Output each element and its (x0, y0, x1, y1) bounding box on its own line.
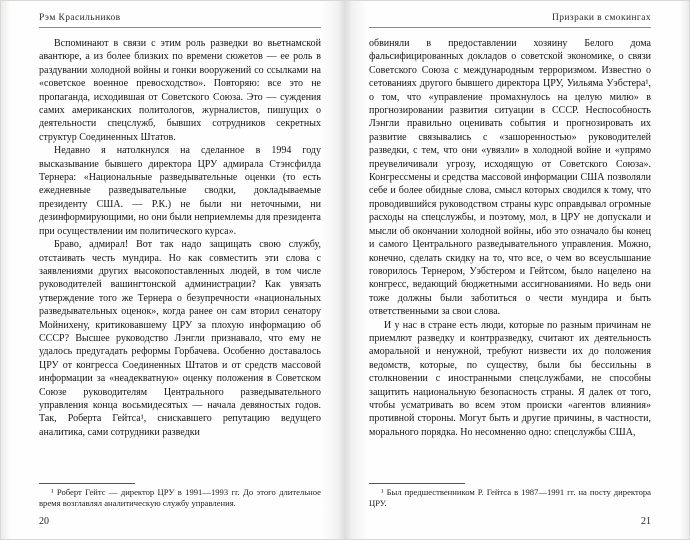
right-page-body (369, 37, 651, 439)
page-number-right: 21 (641, 516, 651, 527)
page-number-left: 20 (39, 516, 49, 527)
left-page-body (39, 37, 321, 439)
running-head-author: Рэм Красильников (39, 13, 321, 28)
paragraph: И у нас в стране есть люди, которые по разным причинам не приемлют разведку и контрразведку, считают их деятельность аморальной и ненужной, требуют низвести их до положения ведомств, которые, по существу, были бы бессильны в столкновении с иностранными спецслужбами, не способны защитить национальную безопасность страны. Я далек от того, чтобы усматривать во всем этом происки «агентов влияния» противной стороны. Могут быть и другие причины, в частности, морального порядка. Но несомненно одно: спецслужбы США, (369, 319, 651, 438)
paragraph: Вспоминают в связи с этим роль разведки во вьетнамской авантюре, а из более близких по времени сюжетов — ее роль в раздувании холодной войны и гонки вооружений со ссылками на «советское военное превосходство». Повторяю: все это не пропаганда, исходившая от Советского Союза. Это — суждения самих американских политологов, журналистов, пишущих о деятельности спецслужб, бывших сотрудников секретных структур Соединенных Штатов. (39, 38, 321, 143)
footnote-separator (369, 483, 465, 484)
right-page (345, 1, 689, 540)
right-footnote-block (369, 479, 651, 527)
paragraph: обвиняли в предоставлении хозяину Белого дома фальсифицированных докладов о советской экономике, о связи Советского Союза с международным терроризмом. Известно о сетованиях другого бывшего директора ЦРУ, Уильяма Уэбстера¹, о том, что «управление промахнулось на целую милю» в прогнозировании развития ситуации в СССР. Неспособность Лэнгли правильно оценивать события и прогнозировать их развитие связывались с «зашоренностью» руководителей разведки, с тем, что они «увязли» в холодной войне и «упрямо преувеличивали угрозу, исходящую от Советского Союза». Конгрессмены и средства массовой информации США позволяли себе и более обидные слова, смысл которых сводился к тому, что проводившийся руководством страны курс оправдывал огромные расходы на спецслужбы, и поэтому, мол, в ЦРУ не допускали и мысли об окончании холодной войны, ибо это означало бы конец и самого Центрального разведывательного управления. Можно, конечно, сделать скидку на то, что все, о чем во всеуслышание говорилось Тернером, Уэбстером и Гейтсом, было нацелено на конгресс, ведающий бюджетными ассигнованиями. Но ведь они тоже должны были заботиться о чести мундира и быть ответственными за свои слова. (369, 38, 651, 318)
paragraph: Браво, адмирал! Вот так надо защищать свою службу, отстаивать честь мундира. Но как совместить эти слова с заявлениями других высокопоставленных людей, в том числе руководителей вашингтонской администрации? Как увязать утверждение того же Тернера о безупречности «национальных разведывательных оценок», когда ранее он сам вторил сенатору Мойнихену, критиковавшему ЦРУ за плохую информацию об СССР? Высшее руководство Лэнгли признавало, что ему не удалось предугадать реформы Горбачева. Особенно доставалось ЦРУ от конгресса Соединенных Штатов и от средств массовой информации за «неадекватную» оценку положения в Советском Союзе руководителям Центрального разведывательного управления конца восьмидесятых — начала девяностых годов. Так, Роберта Гейтса¹, снискавшего репутацию ведущего аналитика, сами сотрудники разведки (39, 239, 321, 438)
paragraph: Недавно я натолкнулся на сделанное в 1994 году высказывание бывшего директора ЦРУ адмирала Стэнсфилда Тернера: «Национальные разведывательные оценки (то есть ежедневные разведывательные сводки, докладываемые президенту США. — Р.К.) не были ни неточными, ни дезинформирующими, но они были неприемлемы для президента при осуществлении им политического курса». (39, 145, 321, 237)
running-head-title: Призраки в смокингах (369, 13, 651, 28)
footnote-separator (39, 483, 135, 484)
left-footnote-block (39, 479, 321, 527)
footnote-text: ¹ Был предшественником Р. Гейтса в 1987—1991 гг. на посту директора ЦРУ. (369, 486, 651, 508)
footnote-text: ¹ Роберт Гейтс — директор ЦРУ в 1991—1993 гг. До этого длительное время возглавлял аналитическую службу управления. (39, 486, 321, 508)
left-page (1, 1, 345, 540)
